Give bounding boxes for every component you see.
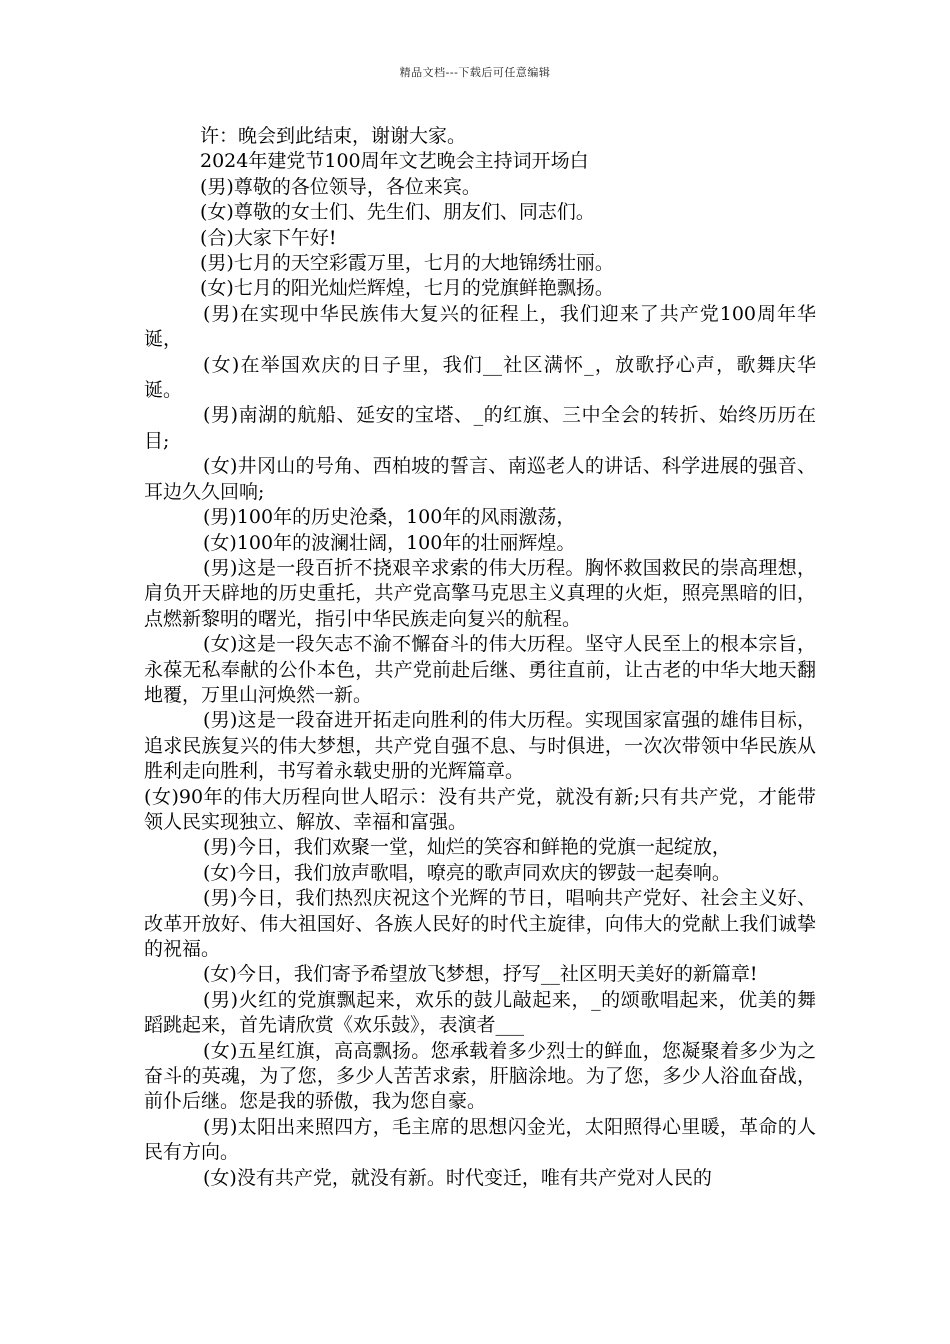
paragraph: (男)七月的天空彩霞万里，七月的大地锦绣壮丽。 [200, 252, 614, 275]
paragraph: (女)在举国欢庆的日子里，我们__社区满怀_，放歌抒心声，歌舞庆华诞。 [144, 353, 816, 402]
paragraph: (女)100年的波澜壮阔，100年的壮丽辉煌。 [203, 531, 576, 554]
paragraph: 2024年建党节100周年文艺晚会主持词开场白 [200, 150, 589, 173]
paragraph: (男)这是一段奋进开拓走向胜利的伟大历程。实现国家富强的雄伟目标，追求民族复兴的伟大梦想，共产党自强不息、与时俱进，一次次带领中华民族从胜利走向胜利，书写着永载史册的光辉篇章。 [144, 709, 816, 783]
paragraph: (女)尊敬的女士们、先生们、朋友们、同志们。 [200, 201, 595, 224]
paragraph: 许：晚会到此结束，谢谢大家。 [200, 125, 467, 147]
paragraph: (男)火红的党旗飘起来，欢乐的鼓儿敲起来，_的颂歌唱起来，优美的舞蹈跳起来，首先请欣赏《欢乐鼓》，表演者___ [144, 988, 816, 1037]
document-body [144, 124, 816, 1191]
paragraph: (女)今日，我们寄予希望放飞梦想，抒写__社区明天美好的新篇章! [203, 963, 758, 986]
paragraph: (男)在实现中华民族伟大复兴的征程上，我们迎来了共产党100周年华诞， [144, 302, 816, 351]
paragraph: (男)这是一段百折不挠艰辛求索的伟大历程。胸怀救国救民的崇高理想，肩负开天辟地的历史重托，共产党高擎马克思主义真理的火炬，照亮黑暗的旧，点燃新黎明的曙光，指引中华民族走向复兴的航程。 [144, 556, 816, 630]
paragraph: (男)尊敬的各位领导，各位来宾。 [200, 175, 481, 198]
paragraph: (男)100年的历史沧桑，100年的风雨激荡， [203, 506, 576, 529]
paragraph: (女)五星红旗，高高飘扬。您承载着多少烈士的鲜血，您凝聚着多少为之奋斗的英魂，为了您，多少人苦苦求索，肝脑涂地。为了您，多少人浴血奋战，前仆后继。您是我的骄傲，我为您自豪。 [144, 1039, 816, 1113]
paragraph: (男)太阳出来照四方，毛主席的思想闪金光，太阳照得心里暖，革命的人民有方向。 [144, 1115, 816, 1164]
paragraph: (女)这是一段矢志不渝不懈奋斗的伟大历程。坚守人民至上的根本宗旨，永葆无私奉献的公仆本色，共产党前赴后继、勇往直前，让古老的中华大地天翻地覆，万里山河焕然一新。 [144, 633, 816, 706]
paragraph: (女)90年的伟大历程向世人昭示：没有共产党，就没有新;只有共产党，才能带领人民实现独立、解放、幸福和富强。 [144, 785, 816, 833]
paragraph: (女)没有共产党，就没有新。时代变迁，唯有共产党对人民的 [203, 1166, 712, 1189]
paragraph: (女)七月的阳光灿烂辉煌，七月的党旗鲜艳飘扬。 [200, 277, 614, 300]
paragraph: (女)井冈山的号角、西柏坡的誓言、南巡老人的讲话、科学进展的强音、耳边久久回响; [144, 455, 816, 503]
paragraph: (合)大家下午好! [200, 226, 337, 249]
paragraph: (男)今日，我们热烈庆祝这个光辉的节日，唱响共产党好、社会主义好、改革开放好、伟大祖国好、各族人民好的时代主旋律，向伟大的党献上我们诚挚的祝福。 [144, 887, 816, 960]
paragraph: (女)今日，我们放声歌唱，嘹亮的歌声同欢庆的锣鼓一起奏响。 [203, 861, 731, 884]
paragraph: (男)南湖的航船、延安的宝塔、_的红旗、三中全会的转折、始终历历在目; [144, 404, 816, 452]
paragraph: (男)今日，我们欢聚一堂，灿烂的笑容和鲜艳的党旗一起绽放， [203, 836, 731, 859]
page-header: 精品文档---下载后可任意编辑 [399, 66, 551, 79]
